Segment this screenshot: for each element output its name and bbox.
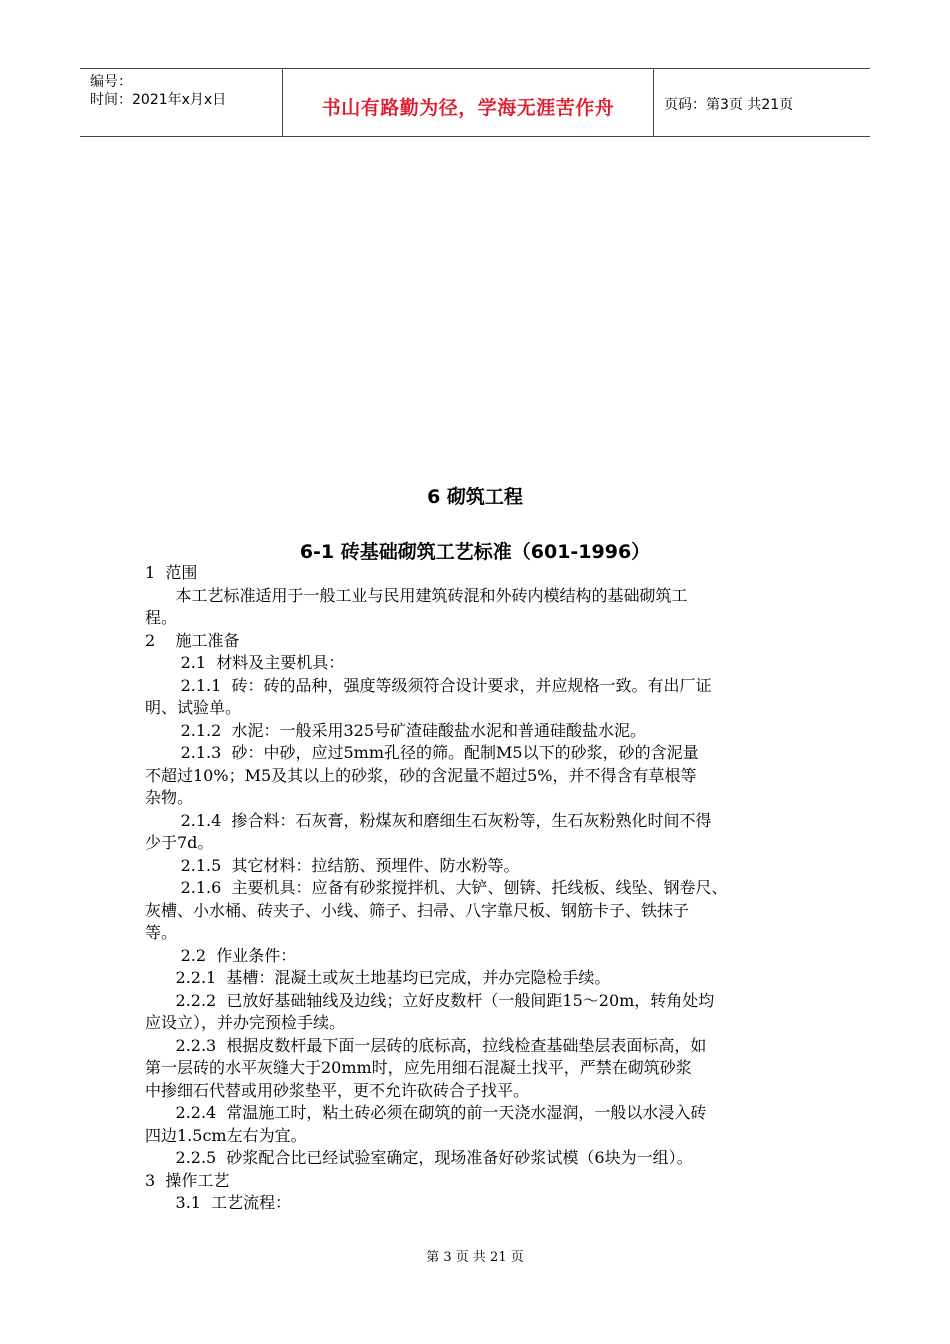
header-middle-cell (283, 69, 654, 136)
body-line: 2.2 作业条件： (145, 945, 297, 965)
body-line: 本工艺标准适用于一般工业与民用建筑砖混和外砖内模结构的基础砌筑工 (145, 585, 688, 605)
body-line: 2.1.4 掺合料：石灰膏，粉煤灰和磨细生石灰粉等，生石灰粉熟化时间不得 (145, 810, 712, 830)
header-right-cell (654, 69, 870, 136)
body-line: 第一层砖的水平灰缝大于20mm时，应先用细石混凝土找平，严禁在砌筑砂浆 (145, 1058, 692, 1077)
body-line: 等。 (145, 923, 178, 942)
page-footer: 第 3 页 共 21 页 (426, 1250, 524, 1265)
body-line: 2.1 材料及主要机具： (145, 653, 345, 672)
section-title: 6-1 砖基础砌筑工艺标准（601-1996） (299, 541, 651, 563)
body-line: 3 操作工艺 (145, 1170, 230, 1190)
header-page-info: 页码：第3页 共21页 (664, 97, 794, 113)
body-line: 2.1.6 主要机具：应备有砂浆搅拌机、大铲、刨锛、托线板、线坠、钢卷尺、 (145, 878, 728, 897)
body-line: 2 施工准备 (145, 630, 240, 650)
body-line: 少于7d。 (145, 833, 214, 852)
body-line: 2.2.2 已放好基础轴线及边线；立好皮数杆（一般间距15～20m，转角处均 (145, 990, 715, 1010)
body-line: 四边1.5cm左右为宜。 (145, 1125, 307, 1145)
header-motto: 书山有路勤为径，学海无涯苦作舟 (321, 97, 615, 119)
body-line: 程。 (145, 608, 178, 627)
body-line: 2.1.1 砖：砖的品种，强度等级须符合设计要求，并应规格一致。有出厂证 (145, 675, 712, 695)
header-left-cell (80, 69, 283, 136)
body-line: 灰槽、小水桶、砖夹子、小线、筛子、扫帚、八字靠尺板、钢筋卡子、铁抹子 (145, 900, 690, 920)
body-line: 明、试验单。 (145, 698, 242, 717)
body-line: 2.2.5 砂浆配合比已经试验室确定，现场准备好砂浆试模（6块为一组）。 (145, 1148, 693, 1167)
page-header (80, 68, 870, 137)
chapter-title: 6 砌筑工程 (427, 486, 523, 508)
body-line: 2.2.3 根据皮数杆最下面一层砖的底标高，拉线检查基础垫层表面标高，如 (145, 1035, 707, 1055)
document-date: 时间：2021年x月x日 (90, 92, 227, 108)
body-line: 2.1.2 水泥：一般采用325号矿渣硅酸盐水泥和普通硅酸盐水泥。 (145, 720, 647, 740)
body-line: 1 范围 (145, 563, 198, 582)
body-line: 不超过10%；M5及其以上的砂浆，砂的含泥量不超过5%，并不得含有草根等 (145, 765, 697, 785)
body-line: 2.1.5 其它材料：拉结筋、预埋件、防水粉等。 (145, 855, 520, 875)
body-line: 杂物。 (145, 788, 194, 807)
document-body (145, 562, 805, 1215)
body-line: 中掺细石代替或用砂浆垫平，更不允许砍砖合子找平。 (145, 1080, 530, 1100)
document-number: 编号： (90, 74, 132, 90)
body-line: 3.1 工艺流程： (145, 1193, 292, 1212)
body-line: 2.2.1 基槽：混凝土或灰土地基均已完成，并办完隐检手续。 (145, 968, 611, 987)
body-line: 2.2.4 常温施工时，粘土砖必须在砌筑的前一天浇水湿润，一般以水浸入砖 (145, 1103, 707, 1122)
body-line: 2.1.3 砂：中砂，应过5mm孔径的筛。配制M5以下的砂浆，砂的含泥量 (145, 743, 699, 762)
body-line: 应设立），并办完预检手续。 (145, 1013, 346, 1032)
